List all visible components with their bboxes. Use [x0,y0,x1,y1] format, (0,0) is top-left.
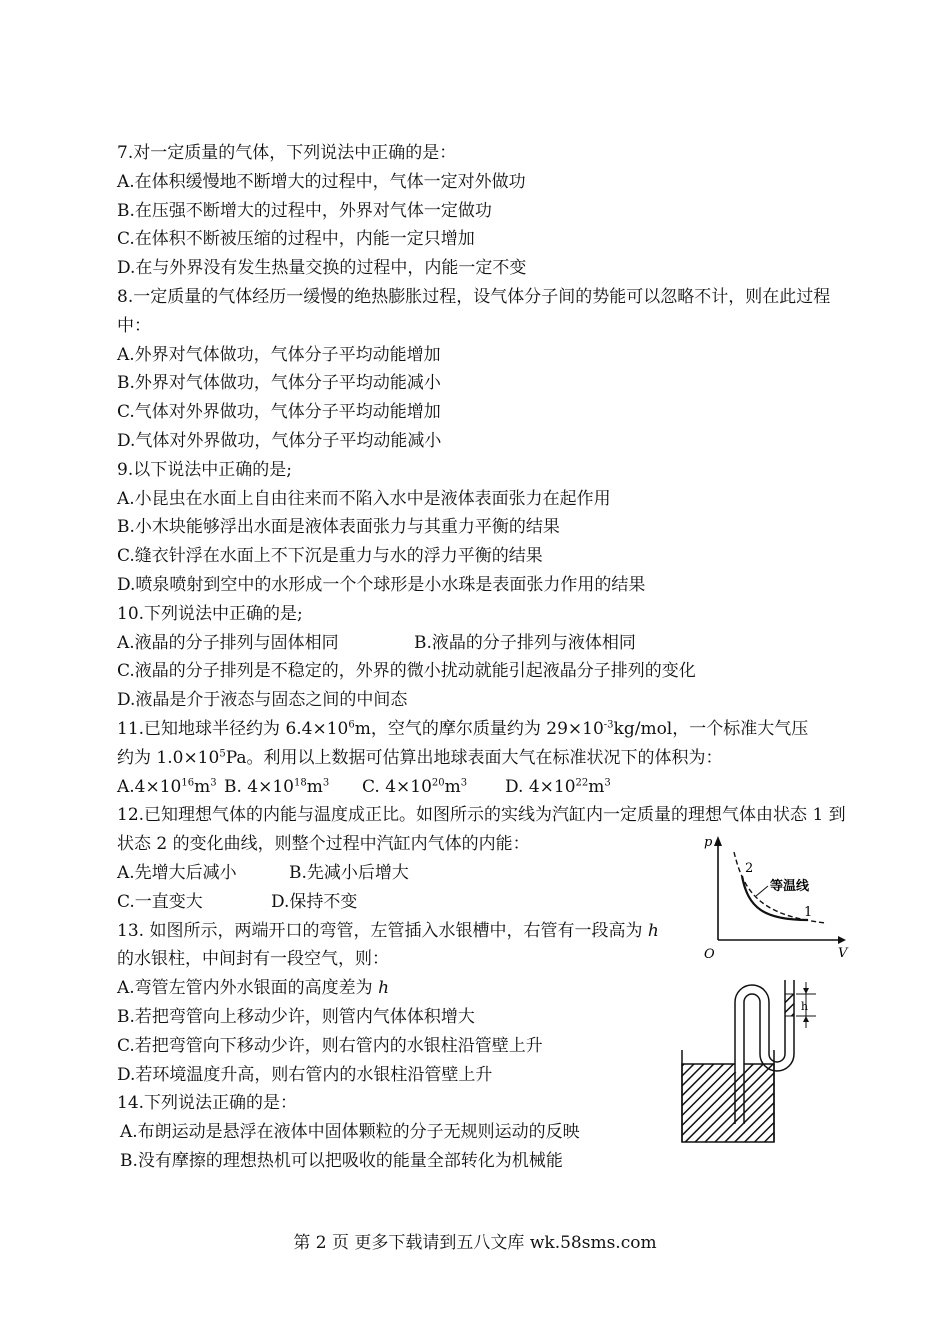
q10-options-ab [117,629,857,658]
q13-option-c: C.若把弯管向下移动少许，则右管内的水银柱沿管壁上升 [117,1035,543,1056]
p-axis-label: p [704,835,713,850]
q11-stem-line1: 11.已知地球半径约为 $6.4\times 10^6m$，空气的摩尔质量约为 $29\times 10^{-3}kg$/mol，一个标准大气压 [117,718,809,739]
isotherm-label: 等温线 [770,879,810,894]
v-axis-label: V [838,946,848,961]
q9-option-c: C.缝衣针浮在水面上不下沉是重力与水的浮力平衡的结果 [117,546,543,567]
q10-option-b: B.液晶的分子排列与液体相同 [414,632,636,653]
q14-option-b: B.没有摩擦的理想热机可以把吸收的能量全部转化为机械能 [120,1150,563,1171]
q8-stem: 8.一定质量的气体经历一缓慢的绝热膨胀过程，设气体分子间的势能可以忽略不计，则在此过程中： [117,286,831,336]
q12-option-b: B.先减小后增大 [289,862,409,883]
q9-option-b: B.小木块能够浮出水面是液体表面张力与其重力平衡的结果 [117,517,560,538]
q9-option-d: D.喷泉喷射到空中的水形成一个个球形是小水珠是表面张力作用的结果 [117,574,646,595]
h-arrow-bottom [803,1016,809,1022]
isotherm-pointer [756,886,768,896]
q9-stem: 9.以下说法中正确的是; [117,459,292,480]
q14-stem: 14.下列说法正确的是： [117,1093,298,1114]
mercury-bath [682,1064,774,1142]
p-axis-arrow [714,836,722,846]
left-tube-mercury [735,1072,744,1124]
q14-option-a: A.布朗运动是悬浮在液体中固体颗粒的分子无规则运动的反映 [120,1122,580,1143]
q7-stem: 7.对一定质量的气体，下列说法中正确的是： [117,143,457,163]
mercury-column [785,994,794,1016]
q7-option-a: A.在体积缓慢地不断增大的过程中，气体一定对外做功 [117,171,526,192]
q13-option-a: A.弯管左管内外水银面的高度差为 h [117,978,390,999]
page-footer: 第 2 页 更多下载请到五八文库 wk.58sms.com [293,1233,657,1253]
bottom-bend-inner [769,1054,785,1062]
origin-label: O [704,947,715,962]
q12-stem: 12.已知理想气体的内能与温度成正比。如图所示的实线为汽缸内一定质量的理想气体由状态 1 到状态 2 的变化曲线，则整个过程中汽缸内气体的内能： [117,805,846,855]
q12-option-a: A.先增大后减小 [117,862,237,883]
q11-stem-line2: 约为 $1.0\times 10^5Pa$。利用以上数据可估算出地球表面大气在标准状况下的体积为： [117,747,723,768]
q7-option-c: C.在体积不断被压缩的过程中，内能一定只增加 [117,229,475,250]
top-bend-inner [744,994,760,1002]
q7-option-b: B.在压强不断增大的过程中，外界对气体一定做功 [117,200,492,221]
bent-tube-figure [676,972,826,1147]
state-1-label: 1 [804,905,813,920]
q12-option-c: C.一直变大 [117,891,203,912]
q12-option-d: D.保持不变 [271,891,358,912]
h-label: h [801,1000,809,1013]
q7-option-d: D.在与外界没有发生热量交换的过程中，内能一定不变 [117,258,527,279]
q8-option-a: A.外界对气体做功，气体分子平均动能增加 [117,344,441,365]
h-arrow-top [803,988,809,994]
q10-option-a: A.液晶的分子排列与固体相同 [117,632,339,653]
q13-option-b: B.若把弯管向上移动少许，则管内气体体积增大 [117,1006,475,1027]
q11-option-b: B. $4\times 10^{18}m^3$ [224,776,330,797]
q8-option-c: C.气体对外界做功，气体分子平均动能增加 [117,402,441,423]
q13-stem: 13. 如图所示，两端开口的弯管，左管插入水银槽中，右管有一段高为 h 的水银柱，中间封有一段空气，则： [117,920,659,970]
q10-option-c: C.液晶的分子排列是不稳定的，外界的微小扰动就能引起液晶分子排列的变化 [117,661,696,682]
q8-option-b: B.外界对气体做功，气体分子平均动能减小 [117,373,441,394]
q11-option-d: D. $4\times 10^{22}m^3$ [505,776,611,797]
q11-option-c: C. $4\times 10^{20}m^3$ [362,776,468,797]
q11-option-a: $A.4\times 10^{16}m^3$ [117,776,217,797]
q13-option-d: D.若环境温度升高，则右管内的水银柱沿管壁上升 [117,1064,493,1085]
pv-diagram-figure [700,832,850,962]
q10-stem: 10.下列说法中正确的是; [117,603,303,624]
q8-option-d: D.气体对外界做功，气体分子平均动能减小 [117,430,442,451]
q10-option-d: D.液晶是介于液态与固态之间的中间态 [117,690,408,711]
v-axis-arrow [838,936,846,944]
state-2-label: 2 [745,861,754,876]
q9-option-a: A.小昆虫在水面上自由往来而不陷入水中是液体表面张力在起作用 [117,488,611,509]
q11-options [117,773,857,802]
